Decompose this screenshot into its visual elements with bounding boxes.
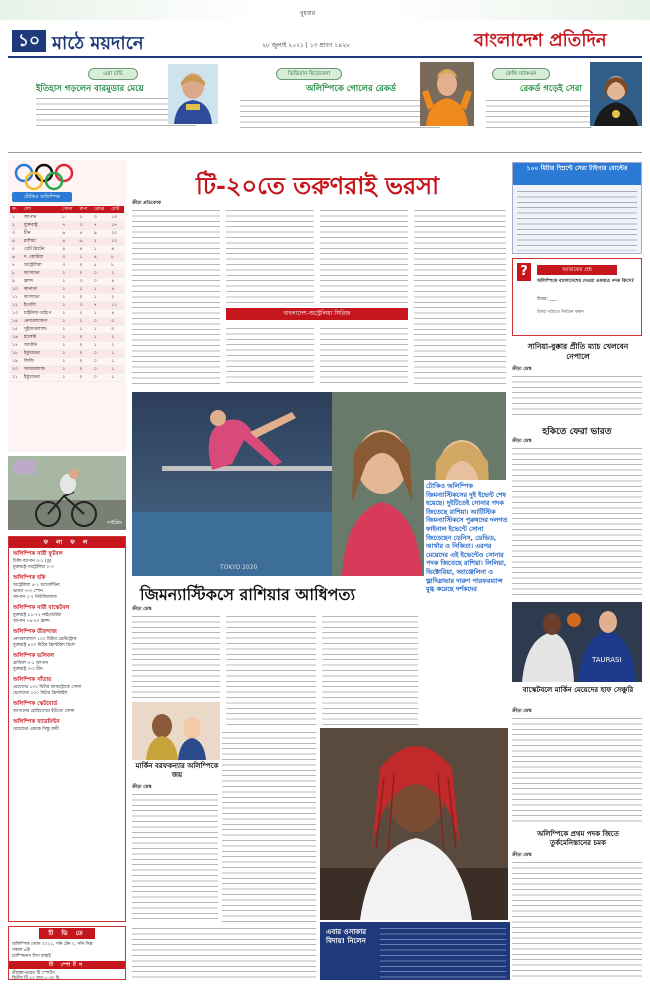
medal-cell: ২০	[109, 230, 124, 238]
medal-cell: ০	[92, 270, 109, 278]
medal-cell: ১	[10, 214, 22, 222]
top-left-label: এমা চাচি	[88, 68, 138, 80]
medal-cell: ০	[78, 358, 92, 366]
medal-cell: ১	[60, 286, 77, 294]
medal-cell: ৯	[92, 230, 109, 238]
page-header	[0, 0, 650, 60]
medal-table-title: টোকিও অলিম্পিক	[12, 192, 72, 202]
medal-cell: ৪	[60, 238, 77, 246]
osaka-text	[132, 926, 316, 980]
medal-cell: ২	[78, 310, 92, 318]
result-item	[13, 701, 123, 715]
medal-cell: ১৭	[109, 222, 124, 230]
gymnastics-byline: ক্রীড়া ডেস্ক	[132, 607, 152, 612]
result-item-line: যুক্তরাষ্ট্র-অস্ট্রেলিয়া ০-০	[13, 565, 54, 570]
medal-row	[10, 294, 124, 302]
olympic-rings-icon	[12, 162, 76, 192]
medal-cell: ১	[60, 294, 77, 302]
col-header: ব্রোঞ্জ	[92, 206, 109, 214]
athlete-photo-footballer	[420, 62, 474, 126]
page-number: ১০	[12, 30, 46, 52]
medal-cell: কসোভো	[22, 270, 60, 278]
medal-cell: ২	[92, 238, 109, 246]
top-middle-text	[240, 98, 440, 132]
medal-cell: ১	[60, 374, 77, 382]
result-item-line: জাপানের হোরিগোমে ইউতো সোনা	[13, 709, 75, 714]
top-left-photo	[168, 64, 218, 124]
medal-cell: ১	[109, 350, 124, 358]
medal-table-box	[8, 160, 126, 452]
medal-cell: হাঙ্গেরি	[22, 334, 60, 342]
result-item-line: ব্রাজিল ৩-১ জাপান	[13, 661, 49, 666]
header-green-band	[0, 0, 650, 20]
sprint-box-title: ১০০ মিটার স্প্রিন্টে সেরা টাইগার বোল্টের	[513, 163, 641, 185]
cycling-caption: সাইক্লিং	[107, 520, 122, 526]
result-item	[13, 629, 123, 649]
result-item-line: মেয়েদের এককে সিন্ধু জয়ী	[13, 727, 59, 732]
medal-cell: ৪	[10, 238, 22, 246]
osaka-photo	[320, 728, 508, 920]
medal-cell: যুক্তরাষ্ট্র	[22, 222, 60, 230]
medal-cell: ১	[92, 246, 109, 254]
medal-cell: ফিজি	[22, 358, 60, 366]
medal-cell: ০	[78, 262, 92, 270]
medal-cell: ১	[109, 366, 124, 374]
medal-row	[10, 326, 124, 334]
col-header: ক্র.	[10, 206, 22, 214]
basketball-caption: বাস্কেটবলে মার্কিন মেয়েদের হাফ সেঞ্চুরি	[522, 686, 634, 694]
result-item-title: অলিম্পিক ব্যাডমিন্টন	[13, 719, 60, 725]
medal-cell: ২	[78, 318, 92, 326]
sania-text	[512, 374, 642, 418]
medal-cell: ৭	[60, 222, 77, 230]
medal-cell: ৫	[10, 246, 22, 254]
medal-cell: ইতালি	[22, 302, 60, 310]
medal-cell: ১	[60, 310, 77, 318]
medal-cell: ৩	[92, 214, 109, 222]
sports-line-2: দ্বিতীয় টি-২০ রাত ৮-৩০ মি.	[12, 976, 61, 981]
result-item-line: নেদারল্যান্ডস ১০০ মিটার ব্রেস্টস্ট্রোক	[13, 637, 77, 642]
header-date: ২৮ জুলাই ২০২১ | ১৩ শ্রাবণ ১৪২৮	[262, 42, 350, 49]
medal-cell: দ. কোরিয়া	[22, 254, 60, 262]
medal-cell: ১	[92, 294, 109, 302]
medal-cell: ১৪	[10, 318, 22, 326]
medal-row	[10, 366, 124, 374]
main-col-3	[320, 208, 408, 304]
tv-line-1: অলিম্পিক গেমস ২০২১, সনি টেন ২, সনি সিক্স	[12, 942, 93, 947]
basketball-text	[512, 716, 642, 822]
result-item-title: অলিম্পিক নারী ফুটবল	[13, 551, 63, 557]
medal-cell: ৬	[78, 238, 92, 246]
medal-cell: ১	[60, 318, 77, 326]
medal-cell: ৪	[92, 254, 109, 262]
gym-col-1	[132, 614, 220, 698]
medal-cell: ১	[78, 326, 92, 334]
result-item-title: অলিম্পিক তীরন্দাজ	[13, 629, 57, 635]
medal-row	[10, 214, 124, 222]
medal-cell: ইকুয়েডর	[22, 350, 60, 358]
basketball-byline: ক্রীড়া ডেস্ক	[512, 709, 532, 714]
medal-cell: ১	[60, 334, 77, 342]
medal-row	[10, 350, 124, 358]
medal-cell: ৪	[78, 246, 92, 254]
medal-cell: ৫	[92, 262, 109, 270]
medal-cell: ১৬	[10, 334, 22, 342]
medal-cell: ০	[78, 350, 92, 358]
result-item-line: ছেলেদের ২০০ মিটার ফ্রিস্টাইল	[13, 691, 68, 696]
header-rule	[8, 56, 642, 58]
osaka-caption: এবার ওসাকার বিদায়! নিলেন	[326, 928, 367, 945]
result-item	[13, 653, 123, 673]
main-col-3b	[320, 326, 408, 386]
medal-cell: ২০	[10, 366, 22, 374]
gymnastics-headline: জিমন্যাস্টিকসে রাশিয়ার আধিপত্য	[140, 585, 356, 604]
medal-cell: ১১	[109, 302, 124, 310]
medal-cell: ১	[92, 342, 109, 350]
medal-cell: ০	[78, 342, 92, 350]
medal-cell: ৪	[109, 278, 124, 286]
hockey-byline: ক্রীড়া ডেস্ক	[512, 439, 532, 444]
results-tag: ফ লা ফ ল	[9, 537, 125, 548]
biles-col-2	[222, 730, 316, 922]
medal-cell: ৩	[78, 302, 92, 310]
biles-caption: মার্কিন বরফকন্যার অলিম্পিকে জয়	[135, 762, 219, 779]
sports-line-1: শ্রীলঙ্কা-ভারত টি স্পোর্টস	[12, 971, 55, 976]
medal-cell: ১	[78, 254, 92, 262]
medal-cell: ৪	[109, 286, 124, 294]
gym-col-2	[226, 614, 316, 726]
tv-box	[8, 926, 126, 980]
result-item-title: অলিম্পিক ভলিবল	[13, 653, 55, 659]
medal-cell: রাশিয়া	[22, 238, 60, 246]
medal-row	[10, 342, 124, 350]
top-strip	[8, 62, 642, 154]
sania-headline: সানিয়া-বুক্কার প্রীতি ম্যাচ খেলবেন নেপালে	[527, 342, 629, 361]
medal-cell: ০	[92, 374, 109, 382]
medal-cell: ২	[60, 270, 77, 278]
medal-row	[10, 286, 124, 294]
athlete-photo-triathlete	[168, 64, 218, 124]
top-middle-headline: অলিম্পিকে গোলের রেকর্ড	[306, 84, 396, 94]
biles-byline: ক্রীড়া ডেস্ক	[132, 785, 152, 790]
medal-cell: ৮	[10, 270, 22, 278]
medal-cell: ০	[92, 278, 109, 286]
medal-cell: অস্ট্রেলিয়া	[22, 262, 60, 270]
col-header: দেশ	[22, 206, 60, 214]
medal-table-header	[10, 206, 124, 214]
medal-row	[10, 230, 124, 238]
medal-cell: ৮	[109, 262, 124, 270]
medal-cell: ১০	[10, 286, 22, 294]
medal-cell: ১৫	[10, 326, 22, 334]
result-item-line: ভারত ৩-০ স্পেন	[13, 589, 43, 594]
top-middle-photo	[420, 62, 474, 126]
medal-row	[10, 270, 124, 278]
medal-cell: ১	[92, 326, 109, 334]
medal-cell: ১১	[10, 294, 22, 302]
medal-cell: ৭	[92, 302, 109, 310]
biles-col-1	[132, 792, 218, 922]
col-header: মোট	[109, 206, 124, 214]
medal-cell: ১	[109, 374, 124, 382]
result-item	[13, 551, 123, 571]
medal-cell: ৭	[92, 222, 109, 230]
medal-row	[10, 334, 124, 342]
medal-cell: ১	[60, 342, 77, 350]
medal-cell: ৩	[109, 326, 124, 334]
quiz-icon: ?	[517, 263, 531, 281]
gym-col-3	[322, 614, 418, 726]
turkmen-byline: ক্রীড়া ডেস্ক	[512, 853, 532, 858]
medal-cell: ০	[92, 318, 109, 326]
medal-cell: ১	[60, 350, 77, 358]
medal-cell: ১৯	[10, 358, 22, 366]
result-item-title: অলিম্পিক স্কেটবোর্ড	[13, 701, 58, 707]
medal-cell: ১৮	[10, 350, 22, 358]
top-right-label: কেলি ম্যাকওন	[492, 68, 550, 80]
gymnastics-photo-caption: TOKYO 2020	[220, 564, 258, 571]
medal-cell: ৯	[10, 278, 22, 286]
result-item-line: জাপান ২-২ নিউজিল্যান্ড	[13, 595, 57, 600]
hockey-headline: হকিতে ফেরা ভারত	[542, 427, 612, 437]
medal-cell: ৩	[60, 254, 77, 262]
medal-row	[10, 358, 124, 366]
medal-cell: ৫	[78, 230, 92, 238]
result-item	[13, 719, 123, 733]
top-right-headline: রেকর্ড গড়েই সেরা	[520, 84, 582, 94]
hockey-text	[512, 446, 642, 598]
medal-cell: ২	[109, 342, 124, 350]
medal-cell: ২	[109, 270, 124, 278]
result-item-line: যুক্তরাষ্ট্র ৪০০ মিটার ফ্রিস্টাইল রিলে	[13, 643, 75, 648]
main-byline: ক্রীড়া প্রতিবেদক	[132, 201, 161, 206]
medal-cell: ০	[92, 366, 109, 374]
medal-row	[10, 254, 124, 262]
medal-cell: ১	[60, 302, 77, 310]
result-item	[13, 677, 123, 697]
medal-table-body	[10, 214, 124, 382]
medal-cell: ৩	[109, 318, 124, 326]
results-list	[13, 551, 123, 737]
col-header: রুপা	[78, 206, 92, 214]
medal-cell: ১৩	[109, 214, 124, 222]
cycling-photo	[8, 456, 126, 530]
sprint-box	[512, 162, 642, 254]
sania-byline: ক্রীড়া ডেস্ক	[512, 367, 532, 372]
medal-cell: ৩	[78, 222, 92, 230]
quiz-box	[512, 258, 642, 336]
result-item-line: মেয়েদের ১০০ মিটার ব্যাকস্ট্রোকে সোনা	[13, 685, 82, 690]
col-header: সোনা	[60, 206, 77, 214]
svg-text:TAURASI: TAURASI	[592, 656, 622, 664]
medal-cell: ১২	[10, 302, 22, 310]
medal-cell: ১৩	[10, 310, 22, 318]
turkmen-text	[512, 860, 642, 980]
medal-cell: ২	[78, 286, 92, 294]
medal-cell: ১	[60, 278, 77, 286]
medal-cell: ০	[92, 358, 109, 366]
medal-cell: চাইনিজ তাইপে	[22, 310, 60, 318]
tv-line-2: সকাল ৬টা	[12, 948, 31, 953]
medal-row	[10, 318, 124, 326]
medal-cell: ৮	[60, 214, 77, 222]
medal-row	[10, 310, 124, 318]
biles-photo	[132, 702, 220, 760]
medal-cell: ০	[92, 350, 109, 358]
medal-cell: ৪	[60, 246, 77, 254]
result-item-line: অস্ট্রেলিয়া ৫-১ আর্জেন্টিনা	[13, 583, 60, 588]
medal-cell: ১	[109, 358, 124, 366]
quiz-question: অলিম্পিকে বাংলাদেশের দেওয়া একমাত্র পদক কিসে?	[537, 279, 634, 284]
medal-cell: ২	[109, 294, 124, 302]
gymnastics-callout: টোকিও অলিম্পিক জিমন্যাস্টিকসের দুই ইভেন্ট শেষ হয়েছে। দুইটিতেই সোনার পদক জিতেছে রাশিয়া। আর্টিস্টিক জিমন্যাস্টিকসে পুরুষদের দলগত ফাইনাল ইভেন্টে সোনা জিতেছেন ডেনিস, ডেভিড, আর্থার ও নিকিতা। এরপর মেয়েদের এই ইভেন্টেও সোনার পদক জিতেছে রাশিয়া। লিলিয়া, ভিক্টোরিয়া, অ্যাঞ্জেলিনা ও ভ্লাদিস্লাভার দারুণ পারফরম্যান্স মুগ্ধ করেছে দর্শকদের	[424, 480, 510, 630]
top-strip-rule	[8, 152, 642, 153]
sprint-box-text	[517, 189, 637, 251]
tv-tag: টি ভি তে	[39, 928, 95, 939]
medal-cell: ২	[109, 334, 124, 342]
result-item-line: জাপান ৭৪-৭০ ফ্রান্স	[13, 619, 50, 624]
osaka-text-overlay	[380, 926, 506, 978]
medal-cell: ১	[92, 286, 109, 294]
result-item	[13, 575, 123, 601]
medal-cell: কসোভো	[22, 294, 60, 302]
page-title: মাঠে ময়দানে	[52, 33, 144, 54]
result-item	[13, 605, 123, 625]
medal-cell: ৪	[109, 310, 124, 318]
medal-cell: ইকুয়েডর	[22, 374, 60, 382]
medal-row	[10, 238, 124, 246]
medal-cell: সুইজারল্যান্ড	[22, 326, 60, 334]
medal-cell: কানাডা	[22, 286, 60, 294]
top-right-text	[486, 98, 592, 128]
medal-cell: ০	[78, 374, 92, 382]
medal-cell: ০	[78, 366, 92, 374]
main-col-4	[414, 208, 506, 386]
main-headline: টি-২০তে তরুণরাই ভরসা	[196, 171, 440, 200]
medal-cell: ১২	[109, 238, 124, 246]
medal-cell: ১	[60, 326, 77, 334]
medal-cell: ৬	[10, 254, 22, 262]
sports-tag: টি স্পোর্টস	[9, 961, 125, 969]
medal-table	[10, 206, 124, 382]
main-col-1	[132, 208, 220, 386]
result-item-title: অলিম্পিক নারী বাস্কেটবল	[13, 605, 70, 611]
medal-row	[10, 374, 124, 382]
medal-cell: ৬	[60, 230, 77, 238]
medal-cell: ০	[78, 334, 92, 342]
medal-cell: ০	[78, 294, 92, 302]
newspaper-logo: বাংলাদেশ প্রতিদিন	[474, 30, 607, 51]
basketball-photo	[512, 602, 642, 682]
medal-row	[10, 222, 124, 230]
medal-cell: ১	[92, 310, 109, 318]
medal-row	[10, 262, 124, 270]
result-item-line: যুক্তরাষ্ট্র ৩-০ চীন	[13, 667, 43, 672]
medal-cell: ৭	[10, 262, 22, 270]
turkmen-headline: অলিম্পিকে প্রথম পদক জিতে তুর্কমেনিস্তানের চমক	[537, 830, 619, 847]
medal-cell: ১	[60, 366, 77, 374]
medal-cell: জার্মানি	[22, 342, 60, 350]
tv-line-3: চ্যাম্পিয়নস লিগ বাছাই	[12, 954, 51, 959]
main-col-2b	[226, 326, 314, 386]
quiz-title: আজকের প্রশ্ন	[537, 265, 617, 275]
medal-cell: ২১	[10, 374, 22, 382]
medal-cell: ফ্রান্স	[22, 278, 60, 286]
result-item-line: যুক্তরাষ্ট্র ৮১-৭২ নাইজেরিয়া	[13, 613, 62, 618]
medal-cell: ৩	[78, 278, 92, 286]
medal-row	[10, 278, 124, 286]
series-label: বাংলাদেশ-অস্ট্রেলিয়া সিরিজ	[226, 308, 408, 320]
medal-cell: ১	[60, 358, 77, 366]
result-item-title: অলিম্পিক সাঁতার	[13, 677, 52, 683]
medal-cell: গ্রেট ব্রিটেন	[22, 246, 60, 254]
medal-row	[10, 302, 124, 310]
main-col-2	[226, 208, 314, 304]
medal-cell: ৩	[10, 230, 22, 238]
results-box	[8, 536, 126, 922]
quiz-note: উত্তর পাঠাতে নির্বাচন করুন	[537, 310, 584, 315]
top-middle-label: ভিভিয়ান মিডেমেনা	[276, 68, 342, 80]
quiz-answer: উত্তর: ___	[537, 297, 557, 302]
medal-cell: জাপান	[22, 214, 60, 222]
top-left-headline: ইতিহাস গড়লেন বারমুডার মেয়ে	[36, 84, 144, 94]
medal-cell: আয়ারল্যান্ড	[22, 366, 60, 374]
top-right-photo	[590, 62, 642, 126]
result-item-line: চিলি-জাপান ০-১ (ড্র)	[13, 559, 52, 564]
medal-cell: ৮	[109, 254, 124, 262]
medal-cell: চীন	[22, 230, 60, 238]
athlete-photo-swimmer	[590, 62, 642, 126]
header-day: বুধবার	[300, 10, 316, 17]
medal-cell: ৩	[60, 262, 77, 270]
medal-cell: ২	[78, 214, 92, 222]
medal-cell: ২	[10, 222, 22, 230]
medal-cell: ১৭	[10, 342, 22, 350]
medal-cell: ১	[92, 334, 109, 342]
medal-cell: ৯	[109, 246, 124, 254]
medal-row	[10, 246, 124, 254]
result-item-title: অলিম্পিক হকি	[13, 575, 46, 581]
medal-cell: ০	[78, 270, 92, 278]
medal-cell: নেদারল্যান্ডস	[22, 318, 60, 326]
